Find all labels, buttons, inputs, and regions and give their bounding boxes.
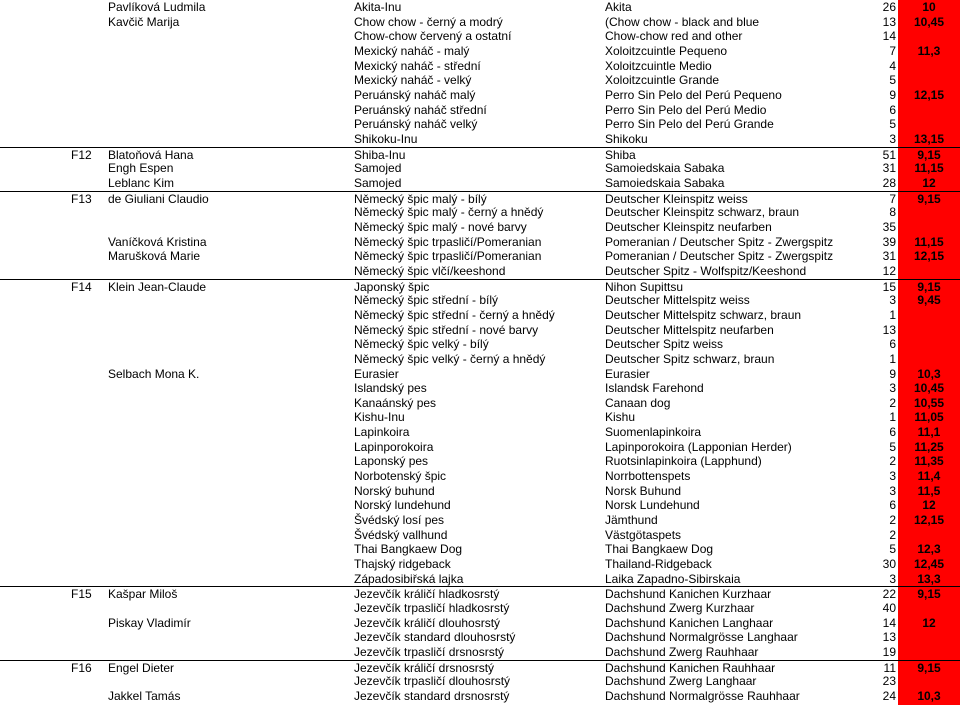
breed-name-en: Shikoku (605, 131, 648, 146)
breed-name-cz: Lapinporokoira (354, 439, 434, 454)
breed-name-en: Xoloitzcuintle Grande (605, 73, 720, 88)
entry-count: 6 (889, 498, 896, 513)
start-time: 11,15 (914, 161, 944, 176)
breed-name-en: Lapinporokoira (Lapponian Herder) (605, 439, 792, 454)
table-row (0, 557, 960, 572)
judge-name: Selbach Mona K. (108, 366, 200, 381)
judge-name: Pavlíková Ludmila (108, 0, 206, 14)
start-time: 12 (922, 615, 936, 630)
ring-group: F14 (71, 279, 92, 294)
table-row (0, 498, 960, 513)
breed-name-en: Dachshund Kanichen Rauhhaar (605, 660, 776, 675)
table-row (0, 454, 960, 469)
breed-name-en: Norrbottenspets (605, 469, 691, 484)
table-row (0, 44, 960, 59)
entry-count: 35 (882, 219, 896, 234)
breed-name-cz: Německý špic velký - bílý (354, 337, 489, 352)
entry-count: 6 (889, 102, 896, 117)
ring-group: F15 (71, 587, 92, 602)
start-time: 10,3 (917, 689, 941, 704)
table-row (0, 689, 960, 704)
entry-count: 4 (889, 58, 896, 73)
start-time: 12,45 (913, 557, 945, 572)
entry-count: 13 (882, 322, 896, 337)
table-row (0, 616, 960, 631)
breed-name-en: (Chow chow - black and blue (605, 14, 760, 29)
entry-count: 5 (889, 117, 896, 132)
breed-name-en: Pomeranian / Deutscher Spitz - Zwergspitz (605, 249, 834, 264)
breed-name-en: Eurasier (605, 366, 650, 381)
breed-name-cz: Německý špic střední - nové barvy (354, 322, 539, 337)
table-row (0, 132, 960, 147)
breed-name-en: Akita (605, 0, 632, 14)
entry-count: 19 (882, 645, 896, 660)
entry-count: 6 (889, 425, 896, 440)
entry-count: 9 (889, 366, 896, 381)
breed-name-en: Deutscher Kleinspitz neufarben (605, 219, 772, 234)
table-row (0, 425, 960, 440)
ring-group: F13 (71, 191, 92, 206)
breed-name-cz: Shikoku-Inu (354, 131, 418, 146)
breed-name-en: Västgötaspets (605, 527, 682, 542)
judge-name: Blatoňová Hana (108, 147, 194, 162)
start-time: 12 (922, 175, 936, 190)
entry-count: 31 (882, 161, 896, 176)
breed-name-cz: Islandský pes (354, 381, 427, 396)
breed-name-cz: Norbotenský špic (354, 469, 447, 484)
start-time: 9,15 (917, 587, 941, 602)
table-row (0, 601, 960, 616)
start-time: 9,15 (917, 147, 941, 162)
entry-count: 6 (889, 337, 896, 352)
breed-name-cz: Lapinkoira (354, 425, 410, 440)
breed-name-en: Norsk Buhund (605, 483, 682, 498)
breed-name-cz: Jezevčík trpasličí drsnosrstý (354, 645, 505, 660)
table-row (0, 337, 960, 352)
breed-name-cz: Samojed (354, 161, 402, 176)
breed-name-cz: Německý špic malý - nové barvy (354, 219, 527, 234)
breed-name-cz: Německý špic trpasličí/Pomeranian (354, 234, 542, 249)
breed-name-en: Perro Sin Pelo del Perú Pequeno (605, 87, 782, 102)
entry-count: 7 (889, 43, 896, 58)
entry-count: 3 (889, 293, 896, 308)
table-row (0, 410, 960, 425)
table-row (0, 440, 960, 455)
table-row (0, 367, 960, 382)
breed-name-en: Dachshund Kanichen Kurzhaar (605, 587, 772, 602)
entry-count: 24 (882, 689, 896, 704)
entry-count: 7 (889, 191, 896, 206)
table-row (0, 586, 960, 602)
breed-name-en: Nihon Supittsu (605, 279, 684, 294)
breed-name-cz: Jezevčík standard drsnosrstý (354, 689, 510, 704)
start-time: 12,3 (917, 542, 941, 557)
breed-name-en: Shiba (605, 147, 636, 162)
breed-name-en: Xoloitzcuintle Medio (605, 58, 712, 73)
breed-name-en: Dachshund Zwerg Langhaar (605, 674, 757, 689)
table-row (0, 103, 960, 118)
breed-name-en: Canaan dog (605, 395, 671, 410)
breed-name-en: Deutscher Spitz schwarz, braun (605, 351, 775, 366)
table-row (0, 660, 960, 676)
table-row (0, 674, 960, 689)
breed-name-cz: Německý špic malý - černý a hnědý (354, 205, 544, 220)
breed-name-cz: Německý špic střední - bílý (354, 293, 499, 308)
breed-name-cz: Německý špic velký - černý a hnědý (354, 351, 546, 366)
table-row (0, 235, 960, 250)
table-row (0, 293, 960, 308)
breed-name-cz: Norský lundehund (354, 498, 451, 513)
breed-name-cz: Západosibiřská lajka (354, 571, 464, 586)
table-row (0, 381, 960, 396)
start-time: 10,45 (913, 381, 945, 396)
judge-name: Kavčič Marija (108, 14, 180, 29)
table-row (0, 161, 960, 176)
breed-name-cz: Peruánský naháč střední (354, 102, 487, 117)
ring-group: F16 (71, 660, 92, 675)
breed-name-cz: Laponský pes (354, 454, 429, 469)
breed-name-cz: Švédský vallhund (354, 527, 448, 542)
breed-name-en: Thai Bangkaew Dog (605, 542, 714, 557)
breed-name-cz: Švédský losí pes (354, 513, 445, 528)
judge-name: de Giuliani Claudio (108, 191, 209, 206)
breed-name-en: Chow-chow red and other (605, 29, 743, 44)
breed-name-en: Deutscher Kleinspitz weiss (605, 191, 748, 206)
breed-name-cz: Thajský ridgeback (354, 557, 451, 572)
table-row (0, 73, 960, 88)
table-row (0, 264, 960, 279)
breed-name-cz: Shiba-Inu (354, 147, 406, 162)
breed-name-cz: Peruánský naháč malý (354, 87, 476, 102)
breed-name-en: Norsk Lundehund (605, 498, 700, 513)
breed-name-en: Perro Sin Pelo del Perú Medio (605, 102, 767, 117)
start-time: 10 (922, 0, 936, 14)
entry-count: 3 (889, 571, 896, 586)
entry-count: 14 (882, 615, 896, 630)
table-row (0, 469, 960, 484)
breed-name-en: Ruotsinlapinkoira (Lapphund) (605, 454, 762, 469)
start-time: 9,45 (917, 293, 941, 308)
breed-name-cz: Japonský špic (354, 279, 430, 294)
table-row (0, 572, 960, 587)
breed-name-cz: Thai Bangkaew Dog (354, 542, 463, 557)
breed-name-en: Deutscher Kleinspitz schwarz, braun (605, 205, 800, 220)
start-time: 10,3 (917, 366, 941, 381)
breed-name-cz: Eurasier (354, 366, 399, 381)
breed-name-cz: Jezevčík králičí drsnosrstý (354, 660, 495, 675)
start-time: 9,15 (917, 660, 941, 675)
start-time: 11,15 (914, 234, 944, 249)
table-row (0, 528, 960, 543)
breed-name-cz: Akita-Inu (354, 0, 402, 14)
start-time: 10,55 (913, 395, 945, 410)
table-row (0, 513, 960, 528)
entry-count: 3 (889, 469, 896, 484)
breed-name-cz: Mexický naháč - střední (354, 58, 481, 73)
table-row (0, 542, 960, 557)
judge-name: Engh Espen (108, 161, 174, 176)
breed-name-en: Suomenlapinkoira (605, 425, 702, 440)
table-row (0, 279, 960, 295)
breed-name-en: Deutscher Mittelspitz schwarz, braun (605, 307, 802, 322)
table-row (0, 29, 960, 44)
breed-name-cz: Norský buhund (354, 483, 435, 498)
table-row (0, 352, 960, 367)
start-time: 9,15 (917, 279, 941, 294)
breed-name-cz: Peruánský naháč velký (354, 117, 478, 132)
start-time: 11,25 (914, 439, 944, 454)
breed-name-en: Deutscher Mittelspitz weiss (605, 293, 750, 308)
judge-name: Kašpar Miloš (108, 587, 178, 602)
start-time: 11,05 (914, 410, 944, 425)
table-row (0, 15, 960, 30)
entry-count: 14 (882, 29, 896, 44)
entry-count: 5 (889, 73, 896, 88)
entry-count: 12 (882, 263, 896, 278)
breed-name-en: Perro Sin Pelo del Perú Grande (605, 117, 774, 132)
breed-name-cz: Jezevčík standard dlouhosrstý (354, 630, 516, 645)
entry-count: 51 (882, 147, 896, 162)
table-row (0, 0, 960, 15)
start-time: 12,15 (913, 513, 945, 528)
breed-name-cz: Chow chow - černý a modrý (354, 14, 503, 29)
entry-count: 3 (889, 131, 896, 146)
entry-count: 2 (889, 513, 896, 528)
start-time: 9,15 (917, 191, 941, 206)
breed-name-cz: Mexický naháč - malý (354, 43, 470, 58)
start-time: 13,15 (913, 131, 945, 146)
judge-name: Engel Dieter (108, 660, 175, 675)
judge-name: Marušková Marie (108, 249, 201, 264)
judge-name: Jakkel Tamás (108, 689, 181, 704)
breed-name-en: Kishu (605, 410, 636, 425)
start-time: 12,15 (913, 249, 945, 264)
breed-name-en: Deutscher Spitz - Wolfspitz/Keeshond (605, 263, 807, 278)
breed-name-en: Dachshund Kanichen Langhaar (605, 615, 774, 630)
entry-count: 8 (889, 205, 896, 220)
breed-name-en: Laika Zapadno-Sibirskaia (605, 571, 741, 586)
entry-count: 2 (889, 454, 896, 469)
table-row (0, 484, 960, 499)
breed-name-en: Samoiedskaia Sabaka (605, 161, 725, 176)
breed-name-cz: Německý špic trpasličí/Pomeranian (354, 249, 542, 264)
table-row (0, 147, 960, 163)
entry-count: 15 (882, 279, 896, 294)
judge-name: Piskay Vladimír (108, 615, 191, 630)
breed-name-cz: Německý špic vlčí/keeshond (354, 263, 506, 278)
entry-count: 13 (882, 630, 896, 645)
breed-name-en: Dachshund Normalgrösse Langhaar (605, 630, 798, 645)
table-row (0, 205, 960, 220)
breed-name-cz: Jezevčík trpasličí dlouhosrstý (354, 674, 511, 689)
breed-name-cz: Kanaánský pes (354, 395, 437, 410)
breed-name-en: Pomeranian / Deutscher Spitz - Zwergspitz (605, 234, 834, 249)
start-time: 11,3 (917, 43, 941, 58)
breed-name-cz: Jezevčík králičí dlouhosrstý (354, 615, 501, 630)
start-time: 13,3 (917, 571, 941, 586)
breed-name-cz: Německý špic malý - bílý (354, 191, 487, 206)
breed-name-cz: Chow-chow červený a ostatní (354, 29, 512, 44)
ring-group: F12 (71, 147, 92, 162)
start-time: 11,1 (917, 425, 941, 440)
breed-name-cz: Mexický naháč - velký (354, 73, 472, 88)
table-row (0, 645, 960, 660)
table-row (0, 117, 960, 132)
table-row (0, 323, 960, 338)
entry-count: 1 (889, 410, 896, 425)
table-row (0, 176, 960, 191)
start-time: 10,45 (913, 14, 945, 29)
entry-count: 31 (882, 249, 896, 264)
table-row (0, 249, 960, 264)
breed-name-en: Jämthund (605, 513, 658, 528)
entry-count: 40 (882, 601, 896, 616)
start-time: 12 (922, 498, 936, 513)
breed-name-en: Dachshund Normalgrösse Rauhhaar (605, 689, 800, 704)
table-row (0, 220, 960, 235)
entry-count: 9 (889, 87, 896, 102)
start-time: 11,5 (917, 483, 941, 498)
entry-count: 39 (882, 234, 896, 249)
entry-count: 28 (882, 175, 896, 190)
breed-name-cz: Jezevčík králičí hladkosrstý (354, 587, 500, 602)
table-row (0, 308, 960, 323)
entry-count: 2 (889, 395, 896, 410)
breed-name-en: Xoloitzcuintle Pequeno (605, 43, 728, 58)
entry-count: 1 (889, 351, 896, 366)
breed-name-en: Deutscher Spitz weiss (605, 337, 724, 352)
breed-name-en: Deutscher Mittelspitz neufarben (605, 322, 774, 337)
table-row (0, 59, 960, 74)
table-row (0, 396, 960, 411)
entry-count: 23 (882, 674, 896, 689)
breed-name-cz: Samojed (354, 175, 402, 190)
start-time: 11,35 (914, 454, 944, 469)
entry-count: 13 (882, 14, 896, 29)
judge-name: Leblanc Kim (108, 175, 175, 190)
entry-count: 22 (882, 587, 896, 602)
breed-name-en: Islandsk Farehond (605, 381, 704, 396)
start-time: 12,15 (913, 87, 945, 102)
entry-count: 3 (889, 483, 896, 498)
breed-name-cz: Německý špic střední - černý a hnědý (354, 307, 555, 322)
breed-name-en: Samoiedskaia Sabaka (605, 175, 725, 190)
entry-count: 3 (889, 381, 896, 396)
entry-count: 30 (882, 557, 896, 572)
entry-count: 5 (889, 439, 896, 454)
breed-name-en: Dachshund Zwerg Kurzhaar (605, 601, 755, 616)
entry-count: 5 (889, 542, 896, 557)
breed-name-en: Dachshund Zwerg Rauhhaar (605, 645, 759, 660)
entry-count: 1 (889, 307, 896, 322)
entry-count: 2 (889, 527, 896, 542)
table-row (0, 630, 960, 645)
breed-name-cz: Kishu-Inu (354, 410, 405, 425)
breed-name-cz: Jezevčík trpasličí hladkosrstý (354, 601, 510, 616)
breed-name-en: Thailand-Ridgeback (605, 557, 712, 572)
table-row (0, 88, 960, 103)
judge-name: Vaníčková Kristina (108, 234, 207, 249)
judge-name: Klein Jean-Claude (108, 279, 207, 294)
table-row (0, 191, 960, 207)
entry-count: 26 (882, 0, 896, 14)
start-time: 11,4 (917, 469, 941, 484)
entry-count: 11 (883, 660, 896, 675)
